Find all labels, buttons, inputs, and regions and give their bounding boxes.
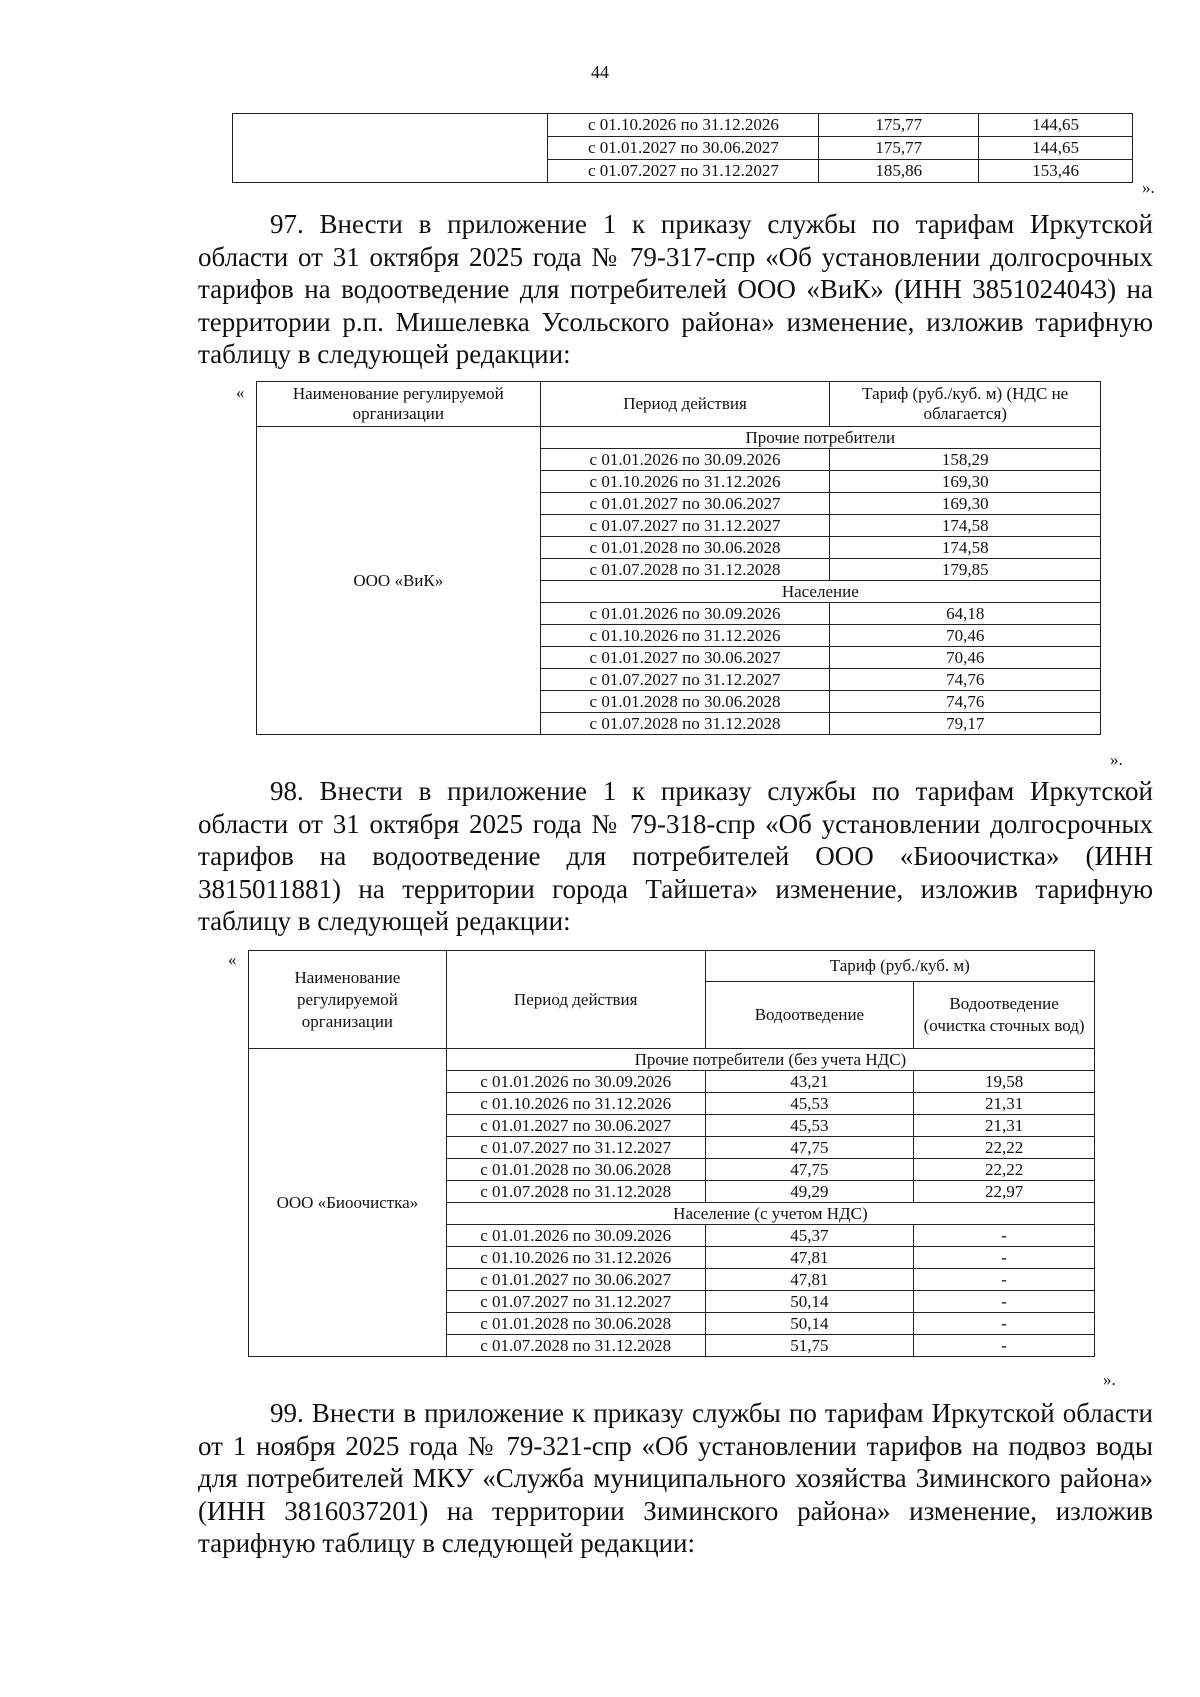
group-row bbox=[249, 1049, 1095, 1071]
value-cell: - bbox=[914, 1247, 1095, 1269]
value-cell: 45,53 bbox=[705, 1115, 914, 1137]
value-cell: 174,58 bbox=[830, 537, 1101, 559]
period-cell: с 01.01.2027 по 30.06.2027 bbox=[446, 1115, 705, 1137]
value-cell: 45,37 bbox=[705, 1225, 914, 1247]
period-cell: с 01.01.2027 по 30.06.2027 bbox=[540, 493, 830, 515]
period-cell: с 01.10.2026 по 31.12.2026 bbox=[540, 625, 830, 647]
closing-quote: ». bbox=[1103, 1370, 1116, 1389]
header-org: Наименование регулируемой организации bbox=[249, 951, 447, 1049]
opening-quote: « bbox=[236, 383, 245, 402]
value-cell: 79,17 bbox=[830, 713, 1101, 735]
value-cell: 64,18 bbox=[830, 603, 1101, 625]
value-cell: 144,65 bbox=[979, 137, 1133, 160]
period-cell: с 01.07.2028 по 31.12.2028 bbox=[540, 713, 830, 735]
period-cell: с 01.10.2026 по 31.12.2026 bbox=[548, 114, 819, 137]
value-cell: 45,53 bbox=[705, 1093, 914, 1115]
value-cell: 22,22 bbox=[914, 1159, 1095, 1181]
period-cell: с 01.01.2028 по 30.06.2028 bbox=[540, 537, 830, 559]
value-cell: - bbox=[914, 1269, 1095, 1291]
value-cell: 49,29 bbox=[705, 1181, 914, 1203]
page-number: 44 bbox=[591, 62, 609, 82]
value-cell: 158,29 bbox=[830, 449, 1101, 471]
group-label: Население bbox=[540, 581, 1100, 603]
header-period: Период действия bbox=[540, 382, 830, 427]
period-cell: с 01.07.2028 по 31.12.2028 bbox=[446, 1335, 705, 1357]
value-cell: 185,86 bbox=[819, 160, 979, 183]
period-cell: с 01.01.2027 по 30.06.2027 bbox=[548, 137, 819, 160]
value-cell: 153,46 bbox=[979, 160, 1133, 183]
value-cell: - bbox=[914, 1335, 1095, 1357]
paragraph-99 bbox=[198, 1397, 1153, 1560]
closing-quote: ». bbox=[1142, 178, 1155, 197]
value-cell: 21,31 bbox=[914, 1093, 1095, 1115]
period-cell: с 01.01.2028 по 30.06.2028 bbox=[446, 1159, 705, 1181]
period-cell: с 01.01.2026 по 30.09.2026 bbox=[446, 1225, 705, 1247]
table-header-row bbox=[257, 382, 1101, 427]
value-cell: - bbox=[914, 1225, 1095, 1247]
org-name-cell: ООО «Биоочистка» bbox=[249, 1049, 447, 1357]
group-label: Прочие потребители (без учета НДС) bbox=[446, 1049, 1094, 1071]
closing-quote: ». bbox=[1110, 750, 1123, 769]
value-cell: 47,75 bbox=[705, 1159, 914, 1181]
value-cell: 19,58 bbox=[914, 1071, 1095, 1093]
value-cell: 47,75 bbox=[705, 1137, 914, 1159]
header-period: Период действия bbox=[446, 951, 705, 1049]
value-cell: - bbox=[914, 1291, 1095, 1313]
value-cell: 175,77 bbox=[819, 114, 979, 137]
period-cell: с 01.07.2028 по 31.12.2028 bbox=[540, 559, 830, 581]
period-cell: с 01.01.2026 по 30.09.2026 bbox=[540, 449, 830, 471]
period-cell: с 01.07.2028 по 31.12.2028 bbox=[446, 1181, 705, 1203]
value-cell: 174,58 bbox=[830, 515, 1101, 537]
paragraph-text: 98. Внести в приложение 1 к приказу службы по тарифам Иркутской области от 31 октября 2025 года № 79-318-спр «Об установлении долгосрочных тарифов на водоотведение для потребителей ООО «Биоочистка» (ИНН 3815011881) на территории города Тайшета» изменение, изложив тарифную таблицу в следующей редакции: bbox=[198, 776, 1153, 936]
period-cell: с 01.10.2026 по 31.12.2026 bbox=[446, 1247, 705, 1269]
value-cell: 169,30 bbox=[830, 493, 1101, 515]
period-cell: с 01.10.2026 по 31.12.2026 bbox=[540, 471, 830, 493]
period-cell: с 01.07.2027 по 31.12.2027 bbox=[446, 1137, 705, 1159]
period-cell: с 01.01.2027 по 30.06.2027 bbox=[540, 647, 830, 669]
value-cell: 22,97 bbox=[914, 1181, 1095, 1203]
period-cell: с 01.10.2026 по 31.12.2026 bbox=[446, 1093, 705, 1115]
tariff-table-biochistka bbox=[248, 950, 1095, 1357]
continuation-table bbox=[232, 113, 1133, 183]
period-cell: с 01.07.2027 по 31.12.2027 bbox=[540, 515, 830, 537]
paragraph-text: 99. Внести в приложение к приказу службы по тарифам Иркутской области от 1 ноября 2025 года № 79-321-спр «Об установлении тарифов на подвоз воды для потребителей МКУ «Служба муниципального хозяйства Зиминского района» (ИНН 3816037201) на территории Зиминского района» изменение, изложив тарифную таблицу в следующей редакции: bbox=[198, 1398, 1153, 1558]
table-row bbox=[233, 114, 1133, 137]
period-cell: с 01.07.2027 по 31.12.2027 bbox=[548, 160, 819, 183]
value-cell: 43,21 bbox=[705, 1071, 914, 1093]
group-row bbox=[257, 427, 1101, 449]
value-cell: 70,46 bbox=[830, 647, 1101, 669]
header-org: Наименование регулируемой организации bbox=[257, 382, 541, 427]
value-cell: 70,46 bbox=[830, 625, 1101, 647]
period-cell: с 01.07.2027 по 31.12.2027 bbox=[540, 669, 830, 691]
value-cell: 169,30 bbox=[830, 471, 1101, 493]
value-cell: 51,75 bbox=[705, 1335, 914, 1357]
paragraph-97 bbox=[198, 208, 1153, 371]
group-label: Прочие потребители bbox=[540, 427, 1100, 449]
value-cell: 22,22 bbox=[914, 1137, 1095, 1159]
value-cell: 50,14 bbox=[705, 1313, 914, 1335]
empty-org-cell bbox=[233, 114, 548, 183]
group-label: Население (с учетом НДС) bbox=[446, 1203, 1094, 1225]
header-col-treatment: Водоотведение (очистка сточных вод) bbox=[914, 982, 1095, 1049]
paragraph-text: 97. Внести в приложение 1 к приказу службы по тарифам Иркутской области от 31 октября 2025 года № 79-317-спр «Об установлении долгосрочных тарифов на водоотведение для потребителей ООО «ВиК» (ИНН 3851024043) на территории р.п. Мишелевка Усольского района» изменение, изложив тарифную таблицу в следующей редакции: bbox=[198, 209, 1153, 369]
value-cell: 74,76 bbox=[830, 691, 1101, 713]
value-cell: 179,85 bbox=[830, 559, 1101, 581]
header-tariff: Тариф (руб./куб. м) (НДС не облагается) bbox=[830, 382, 1101, 427]
period-cell: с 01.01.2028 по 30.06.2028 bbox=[446, 1313, 705, 1335]
value-cell: 144,65 bbox=[979, 114, 1133, 137]
org-name-cell: ООО «ВиК» bbox=[257, 427, 541, 735]
tariff-table-vik bbox=[256, 381, 1101, 735]
value-cell: 50,14 bbox=[705, 1291, 914, 1313]
header-col-drainage: Водоотведение bbox=[705, 982, 914, 1049]
opening-quote: « bbox=[228, 950, 237, 969]
value-cell: 21,31 bbox=[914, 1115, 1095, 1137]
period-cell: с 01.01.2027 по 30.06.2027 bbox=[446, 1269, 705, 1291]
value-cell: - bbox=[914, 1313, 1095, 1335]
table-header-row bbox=[249, 951, 1095, 982]
value-cell: 74,76 bbox=[830, 669, 1101, 691]
header-tariff: Тариф (руб./куб. м) bbox=[705, 951, 1094, 982]
period-cell: с 01.01.2028 по 30.06.2028 bbox=[540, 691, 830, 713]
period-cell: с 01.01.2026 по 30.09.2026 bbox=[540, 603, 830, 625]
paragraph-98 bbox=[198, 775, 1153, 938]
period-cell: с 01.07.2027 по 31.12.2027 bbox=[446, 1291, 705, 1313]
value-cell: 175,77 bbox=[819, 137, 979, 160]
value-cell: 47,81 bbox=[705, 1269, 914, 1291]
value-cell: 47,81 bbox=[705, 1247, 914, 1269]
period-cell: с 01.01.2026 по 30.09.2026 bbox=[446, 1071, 705, 1093]
